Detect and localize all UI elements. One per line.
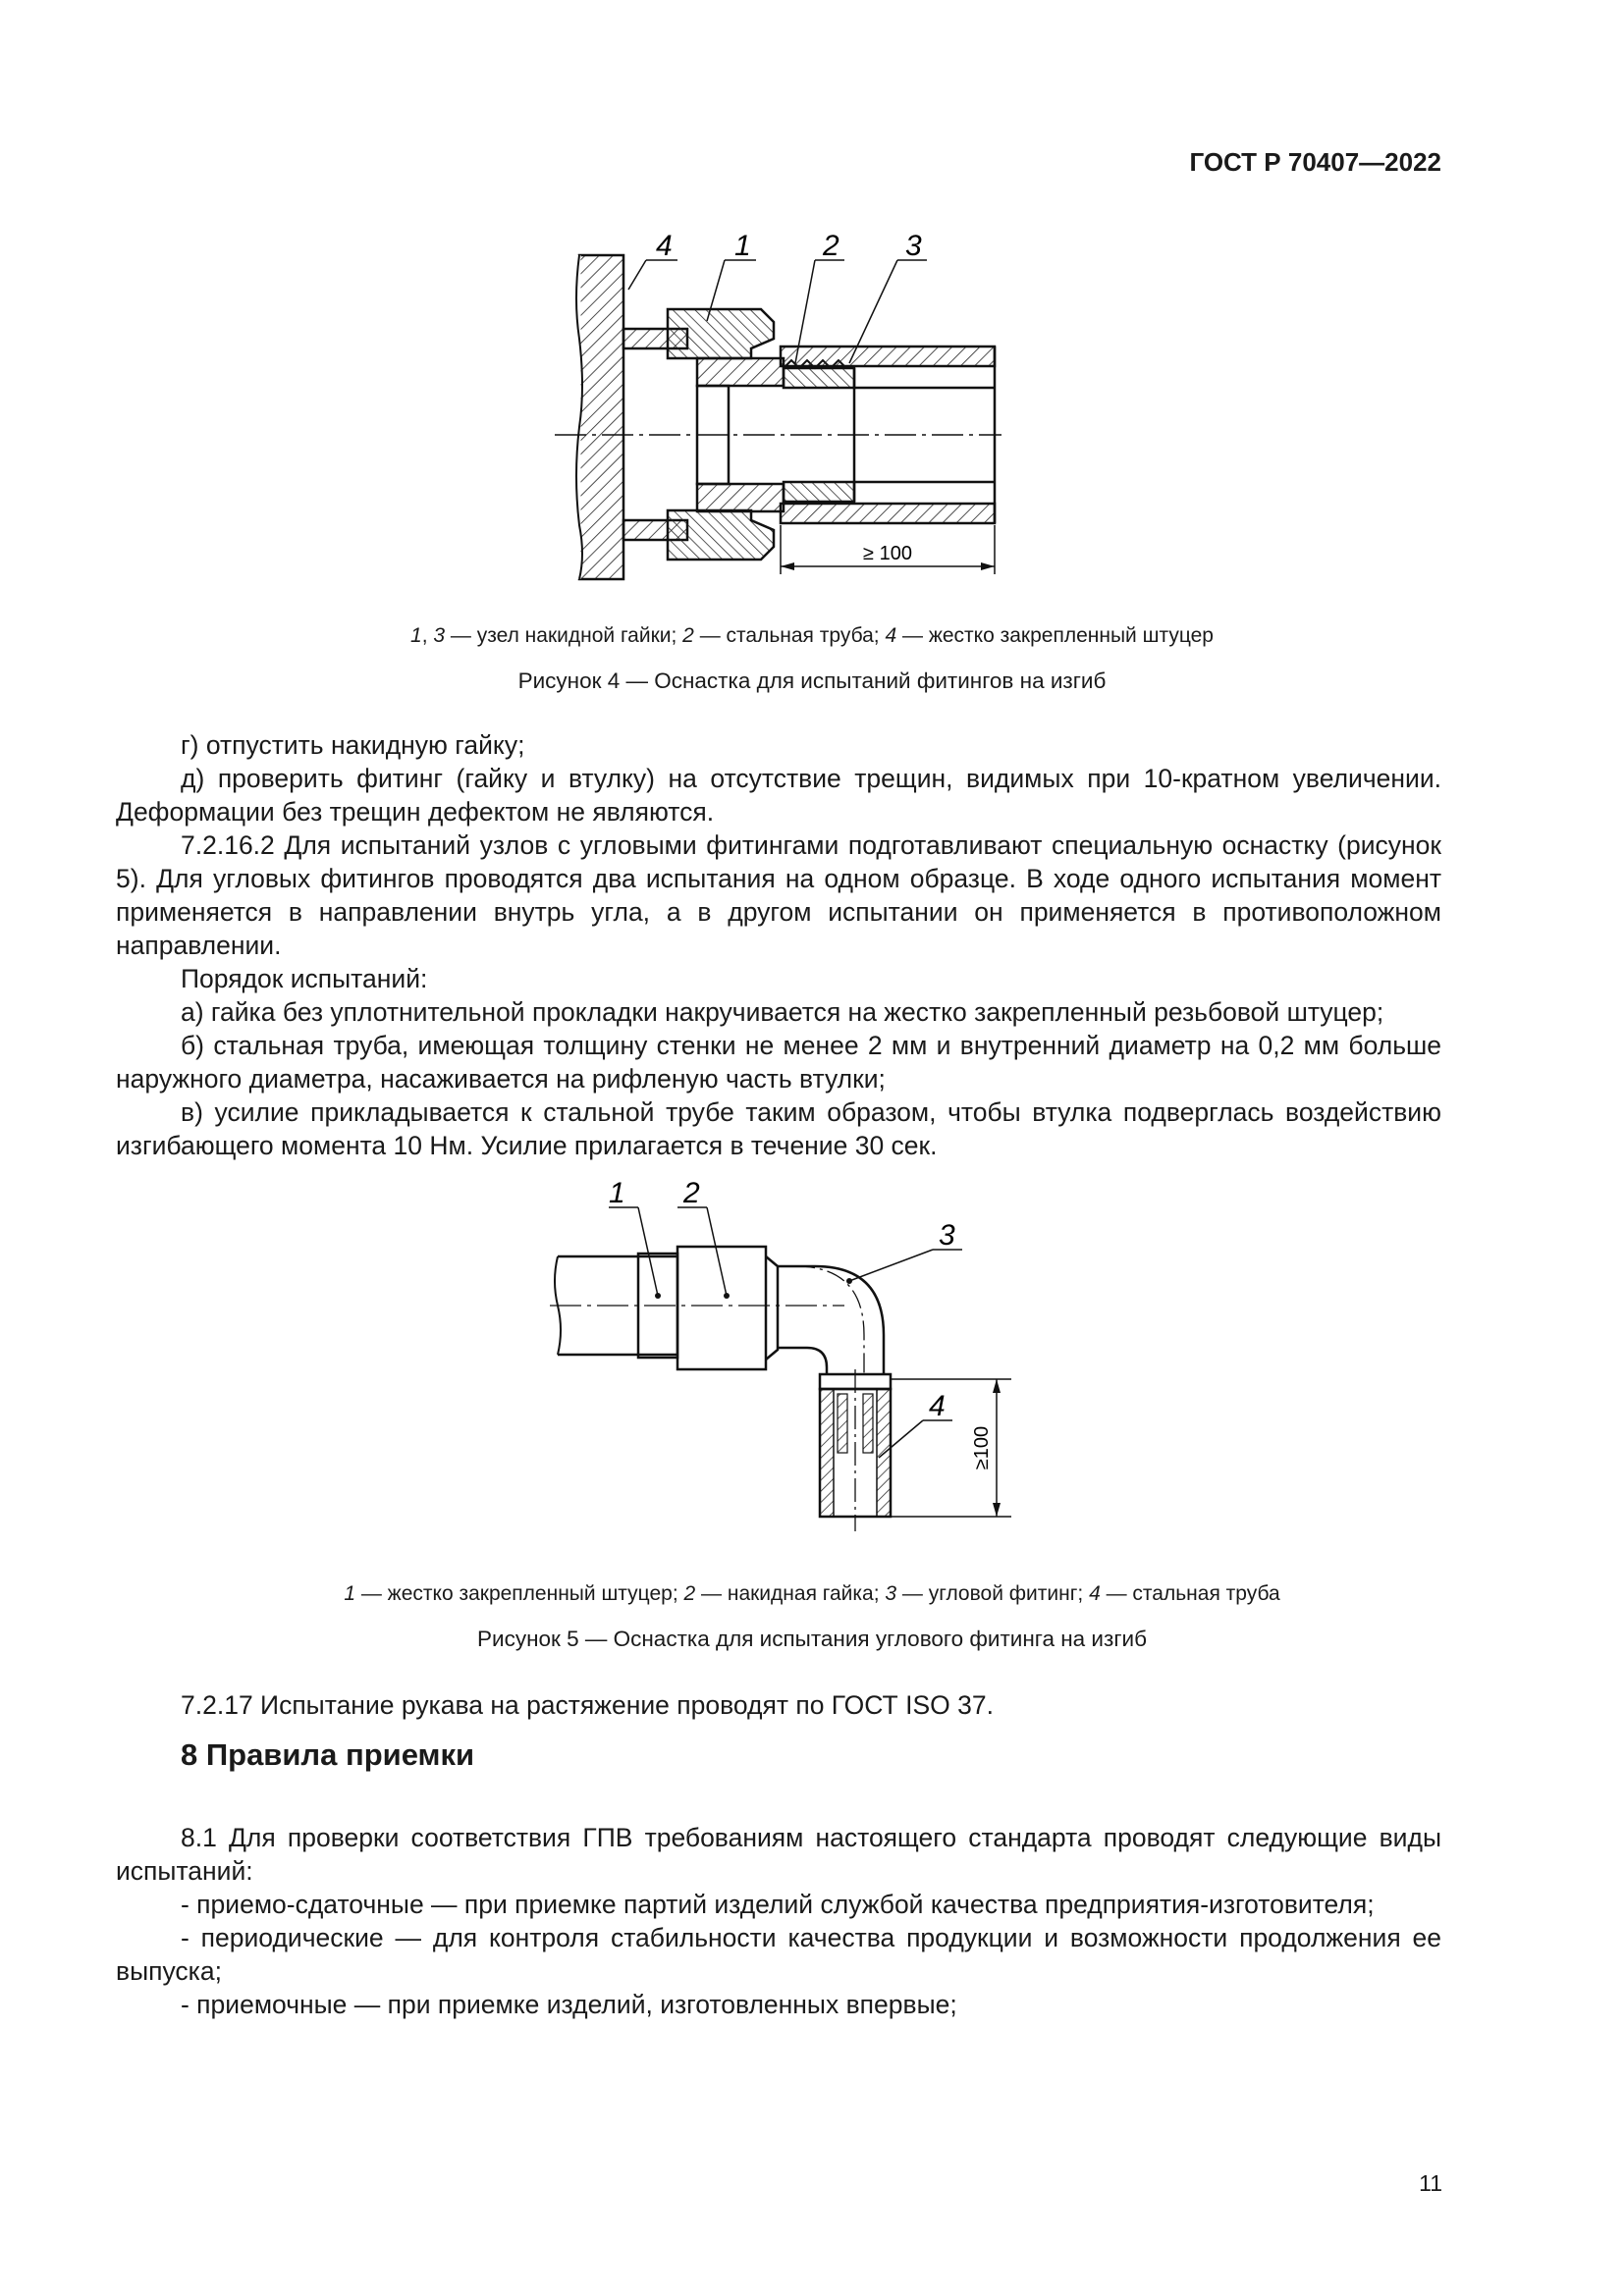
figure-4-dimension: ≥ 100 xyxy=(863,543,912,564)
paragraph-item-d: д) проверить фитинг (гайку и втулку) на отсутствие трещин, видимых при 10-кратном увеличении. Деформации без трещин дефектом не являются. xyxy=(116,764,1441,827)
figure-4-legend: 1, 3 — узел накидной гайки; 2 — стальная труба; 4 — жестко закрепленный штуцер xyxy=(410,624,1214,647)
document-header: ГОСТ Р 70407—2022 xyxy=(1189,147,1441,177)
figure-4-drawing xyxy=(550,221,1001,599)
figure-4-label-2: 2 xyxy=(823,230,839,262)
page-number: 11 xyxy=(1419,2170,1442,2196)
list-item-approval: - приемочные — при приемке изделий, изготовленных впервые; xyxy=(181,1990,957,2019)
paragraph-item-b: б) стальная труба, имеющая толщину стенки не менее 2 мм и внутренний диаметр на 0,2 мм больше наружного диаметра, насаживается на рифленую часть втулки; xyxy=(116,1031,1441,1094)
figure-5-label-3: 3 xyxy=(939,1219,955,1252)
paragraph-item-g: г) отпустить накидную гайку; xyxy=(181,730,525,760)
figure-5-drawing xyxy=(550,1173,1011,1546)
paragraph-item-v: в) усилие прикладывается к стальной трубе таким образом, чтобы втулка подверглась воздействию изгибающего момента 10 Нм. Усилие прилагается в течение 30 сек. xyxy=(116,1097,1441,1160)
paragraph-7-2-17: 7.2.17 Испытание рукава на растяжение проводят по ГОСТ ISO 37. xyxy=(181,1690,994,1720)
figure-4-label-3: 3 xyxy=(905,230,922,262)
figure-5-title: Рисунок 5 — Оснастка для испытания углового фитинга на изгиб xyxy=(477,1627,1147,1651)
paragraph-8-1: 8.1 Для проверки соответствия ГПВ требованиям настоящего стандарта проводят следующие виды испытаний: xyxy=(116,1823,1441,1886)
paragraph-item-a: а) гайка без уплотнительной прокладки накручивается на жестко закрепленный резьбовой штуцер; xyxy=(181,997,1384,1027)
paragraph-7-2-16-2: 7.2.16.2 Для испытаний узлов с угловыми фитингами подготавливают специальную оснастку (рисунок 5). Для угловых фитингов проводятся два испытания на одном образце. В ходе одного испытания момент применяется в направлении внутрь угла, а в другом испытании он применяется в противоположном направлении. xyxy=(116,830,1441,960)
list-item-periodic: - периодические — для контроля стабильности качества продукции и возможности продолжения ее выпуска; xyxy=(116,1923,1441,1986)
figure-4-label-4: 4 xyxy=(656,230,673,262)
figure-5-dimension: ≥100 xyxy=(971,1425,993,1470)
list-item-acceptance: - приемо-сдаточные — при приемке партий изделий службой качества предприятия-изготовителя; xyxy=(181,1890,1375,1919)
paragraph-test-order: Порядок испытаний: xyxy=(181,964,428,993)
figure-5-label-1: 1 xyxy=(609,1177,625,1209)
figure-5-label-2: 2 xyxy=(683,1177,700,1209)
figure-4-title: Рисунок 4 — Оснастка для испытаний фитингов на изгиб xyxy=(517,668,1107,693)
figure-5-label-4: 4 xyxy=(929,1390,946,1422)
section-8-heading: 8 Правила приемки xyxy=(181,1737,475,1772)
figure-4-label-1: 1 xyxy=(734,230,751,262)
figure-5-legend: 1 — жестко закрепленный штуцер; 2 — накидная гайка; 3 — угловой фитинг; 4 — стальная труба xyxy=(344,1582,1280,1605)
